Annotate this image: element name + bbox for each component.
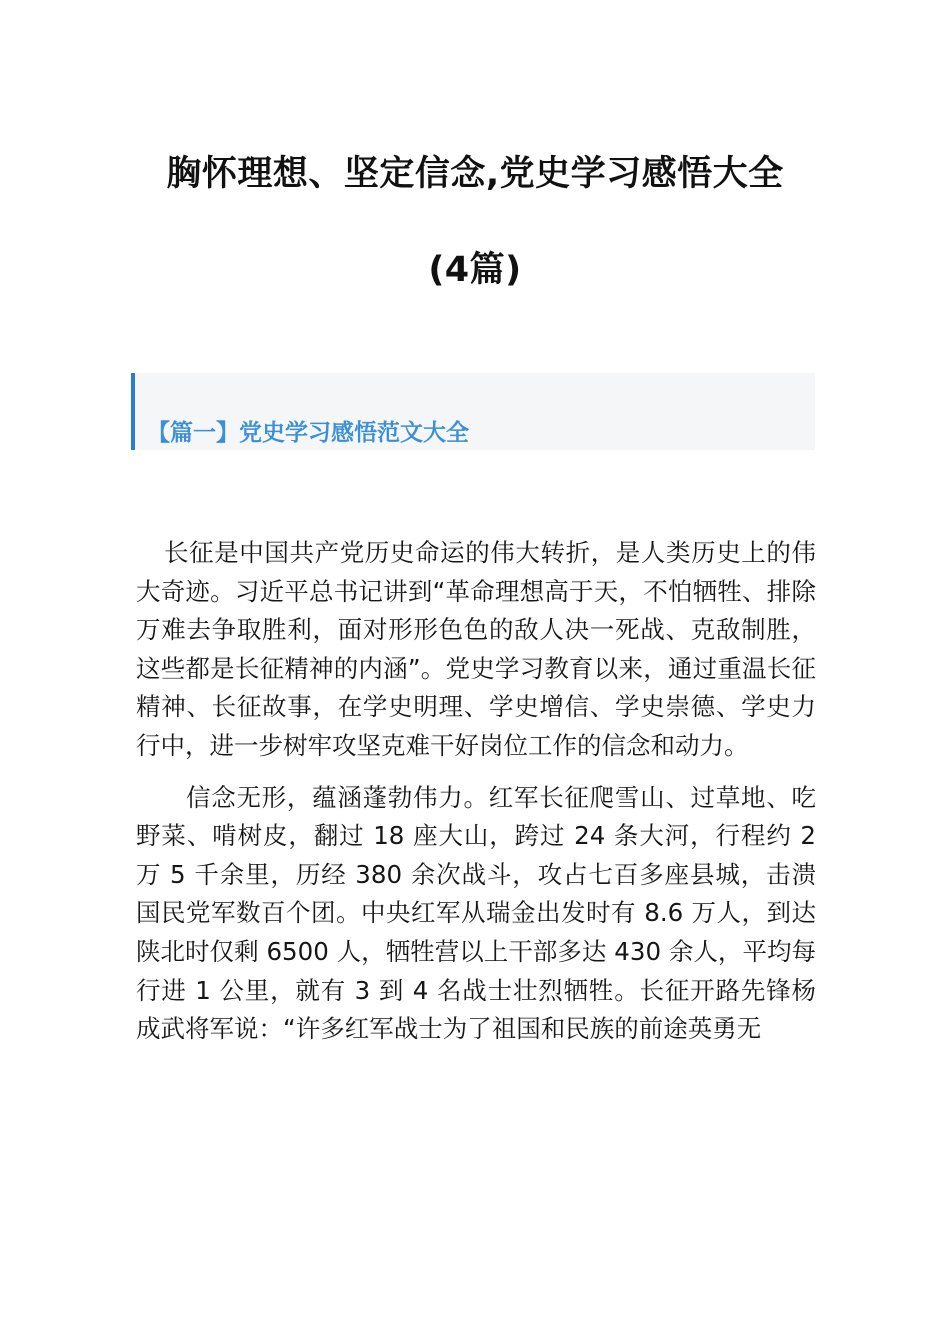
section-heading-box bbox=[131, 373, 815, 450]
section-heading: 【篇一】党史学习感悟范文大全 bbox=[147, 420, 469, 446]
article-body bbox=[136, 534, 816, 1049]
document-title: 胸怀理想、坚定信念,党史学习感悟大全(4篇) bbox=[166, 154, 784, 290]
body-paragraph: 长征是中国共产党历史命运的伟大转折，是人类历史上的伟大奇迹。习近平总书记讲到“革命理想高于天，不怕牺牲、排除万难去争取胜利，面对形形色色的敌人决一死战、克敌制胜，这些都是长征精神的内涵”。党史学习教育以来，通过重温长征精神、长征故事，在学史明理、学史增信、学史崇德、学史力行中，进一步树牢攻坚克难干好岗位工作的信念和动力。 bbox=[136, 538, 816, 760]
body-paragraph: 信念无形，蕴涵蓬勃伟力。红军长征爬雪山、过草地、吃野菜、啃树皮，翻过 18 座大山，跨过 24 条大河，行程约 2 万 5 千余里，历经 380 余次战斗，攻占七百多座县城，击溃国民党军数百个团。中央红军从瑞金出发时有 8.6 万人，到达陕北时仅剩 6500 人，牺牲营以上干部多达 430 余人，平均每行进 1 公里，就有 3 到 4 名战士壮烈牺牲。长征开路先锋杨成武将军说：“许多红军战士为了祖国和民族的前途英勇无 bbox=[136, 782, 816, 1044]
